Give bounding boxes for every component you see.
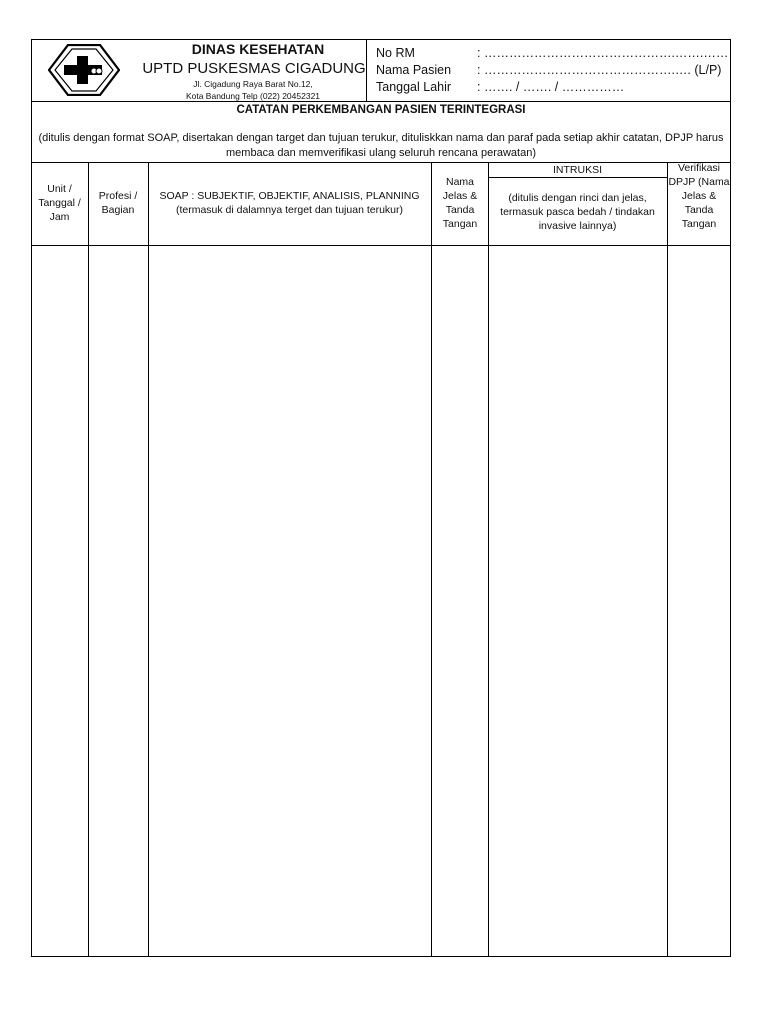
col-header-soap	[148, 189, 431, 217]
birth-date-label: Tanggal Lahir	[376, 80, 452, 94]
col-header-soap-line-1: SOAP : SUBJEKTIF, OBJEKTIF, ANALISIS, PLANNING	[159, 190, 420, 202]
address	[150, 78, 356, 102]
form-title: CATATAN PERKEMBANGAN PASIEN TERINTEGRASI	[236, 104, 526, 116]
org-name: DINAS KESEHATAN	[191, 41, 325, 57]
body-cell-verifikasi[interactable]	[668, 246, 730, 956]
form-description: (ditulis dengan format SOAP, disertakan dengan target dan tujuan terukur, dituliskkan nama dan paraf pada setiap akhir catatan, DPJP harus membaca dan memverifikasi ulang seluruh rencana perawatan)	[38, 132, 724, 159]
col-header-soap-line-2: (termasuk di dalamnya terget dan tujuan terukur)	[175, 204, 404, 216]
birth-date-field[interactable]: : ……. / ……. / ……………	[477, 80, 625, 94]
body-cell-nama[interactable]	[432, 246, 488, 956]
col-header-unit: Unit / Tanggal / Jam	[38, 183, 81, 223]
body-cell-profesi[interactable]	[89, 246, 148, 956]
col-header-nama: Nama Jelas & Tanda Tangan	[442, 176, 478, 230]
instruksi-subheader-line	[488, 177, 667, 178]
header-divider	[31, 101, 731, 102]
patient-name-label: Nama Pasien	[376, 63, 452, 77]
no-rm-label: No RM	[376, 46, 415, 60]
health-cross-logo-icon	[48, 44, 120, 96]
col-header-profesi: Profesi / Bagian	[98, 190, 138, 216]
body-cell-unit[interactable]	[32, 246, 88, 956]
unit-name: UPTD PUSKESMAS CIGADUNG	[142, 60, 366, 77]
col-header-instruksi-title: INTRUKSI	[552, 164, 602, 176]
col-header-instruksi-note: (ditulis dengan rinci dan jelas, termasuk pasca bedah / tindakan invasive lainnya)	[500, 192, 655, 232]
col-header-verifikasi: Verifikasi DPJP (Nama Jelas & Tanda Tangan	[668, 162, 730, 230]
no-rm-field[interactable]: : ……………………………………….…….……	[477, 46, 729, 60]
body-cell-instruksi[interactable]	[489, 246, 667, 956]
address-line-1: Jl. Cigadung Raya Barat No.12,	[193, 79, 313, 89]
patient-name-field[interactable]: : ……………………………………….…. (L/P)	[477, 63, 722, 77]
body-cell-soap[interactable]	[149, 246, 431, 956]
address-line-2: Kota Bandung Telp (022) 20452321	[185, 91, 321, 101]
